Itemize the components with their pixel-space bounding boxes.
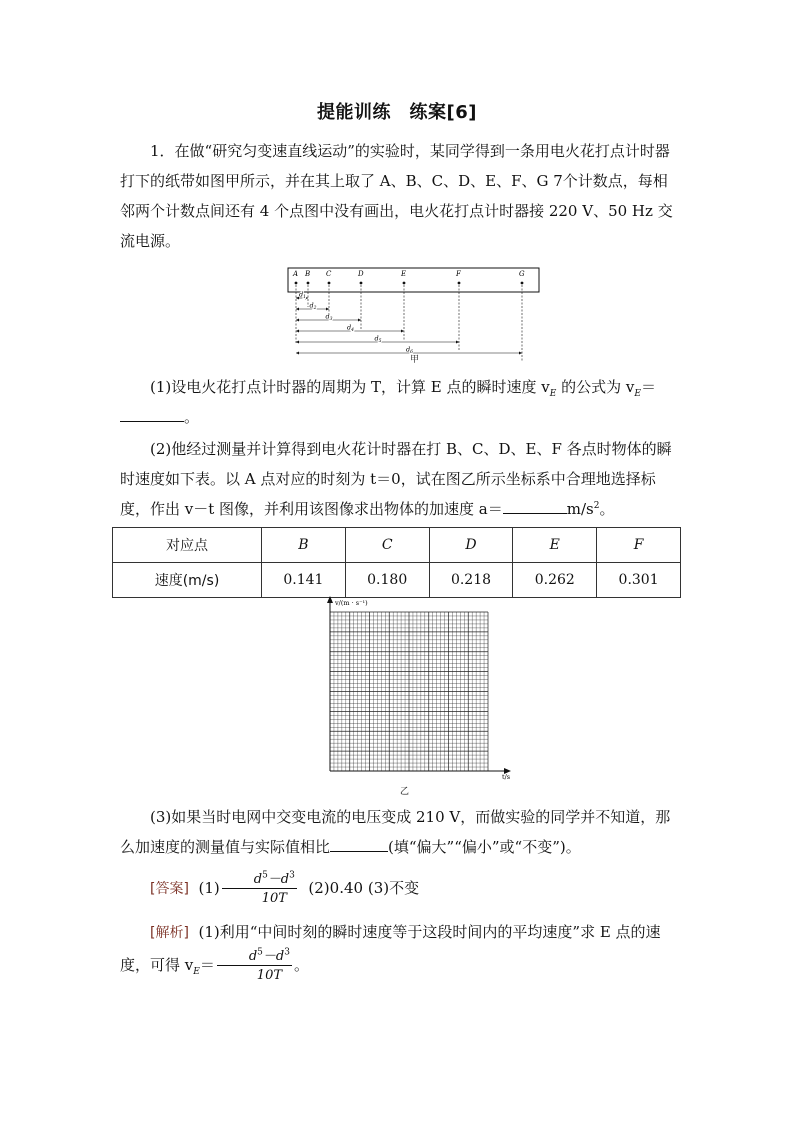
table-point: F [597,528,681,563]
table-speed: 0.301 [597,563,681,598]
table-speed: 0.262 [513,563,597,598]
dimension-arrow [519,352,522,355]
answer-blank-2[interactable] [503,499,567,514]
tape-point-label: A [293,270,299,278]
tape-dot [295,282,298,285]
analysis-block: [解析] (1)利用“中间时刻的瞬时速度等于这段时间内的平均速度”求 E 点的速度，可得 $v_E=$ $\frac{d^5-d^3}{10T}$ 。 [120,923,661,983]
table-row [113,528,681,563]
tape-point-label: C [326,270,332,278]
tape-point-label: G [519,270,525,278]
dimension-arrow [296,308,299,311]
question-intro: 1．在做“研究匀变速直线运动”的实验时，某同学得到一条用电火花打点计时器打下的纸带如图甲所示，并在其上取了 A、B、C、D、E、F、G 7个计数点，每相邻两个计数点间还有 4 个点图中没有画出，电火花打点计时器接 220 V、50 Hz 交流电源。 [120,142,673,250]
table-speed: 0.180 [345,563,429,598]
dimension-label: $d_1$ [299,290,307,300]
axis-label-y: v/(m · s⁻¹) [335,599,368,607]
dimension-label: $d_4$ [347,323,355,333]
dimension-arrow [326,308,329,311]
part1: (1)设电火花打点计时器的周期为 T，计算 E 点的瞬时速度 $v_E$ 的公式为 $v_E=$ 。 [120,372,680,432]
dimension-arrow [296,330,299,333]
answer-blank-3[interactable] [330,837,388,852]
figure-caption-yi: 乙 [400,787,410,797]
tape-figure [284,266,544,355]
table-header-label: 对应点 [113,528,262,563]
dimension-arrow [296,341,299,344]
dimension-arrow [358,319,361,322]
dimension-label: $d_3$ [325,312,333,322]
answer-fraction: $\frac{d^5-d^3}{10T}$ [222,873,297,905]
table-row [113,563,681,598]
tape-dot [360,282,363,285]
tape-dot [521,282,524,285]
tape-dot [328,282,331,285]
figure-caption-jia: 甲 [410,355,420,365]
table-speed: 0.218 [429,563,513,598]
tape-point-label: F [456,270,461,278]
tape-point-label: B [305,270,311,278]
dimension-arrow [401,330,404,333]
axis-label-x: t/s [502,773,511,781]
part3: (3)如果当时电网中交变电流的电压变成 210 V，而做实验的同学并不知道，那么加速度的测量值与实际值相比 (填“偏大”“偏小”或“不变”)。 [120,808,671,856]
answer-line: [答案] (1) $\frac{d^5-d^3}{10T}$ (2)0.40 (3)不变 [150,870,420,906]
dimension-label: $d_5$ [374,334,382,344]
tape-point-label: D [358,270,364,278]
table-point: D [429,528,513,563]
answer-blank-1[interactable] [120,407,184,422]
table-point: B [262,528,346,563]
dimension-arrow [296,352,299,355]
table-speed: 0.141 [262,563,346,598]
grid-figure [318,594,518,780]
tape-point-label: E [401,270,407,278]
speed-table [112,527,681,598]
answer-tag: [答案] [150,881,189,897]
table-point: E [513,528,597,563]
tape-dot [403,282,406,285]
dimension-arrow [456,341,459,344]
page-title: 提能训练 练案[6] [317,102,477,123]
tape-dot [307,282,310,285]
tape-dot [458,282,461,285]
dimension-label: $d_2$ [309,301,317,311]
table-row-label: 速度(m/s) [113,563,262,598]
analysis-fraction: $\frac{d^5-d^3}{10T}$ [217,950,292,982]
dimension-label: $d_6$ [406,345,414,355]
analysis-tag: [解析] [150,925,189,941]
table-point: C [345,528,429,563]
part2: (2)他经过测量并计算得到电火花计时器在打 B、C、D、E、F 各点时物体的瞬时速度如下表。以 A 点对应的时刻为 t＝0，试在图乙所示坐标系中合理地选择标度，作出 v－t 图像，并利用该图像求出物体的加速度 $a= m/s^2$。 [120,440,672,518]
dimension-arrow [296,319,299,322]
